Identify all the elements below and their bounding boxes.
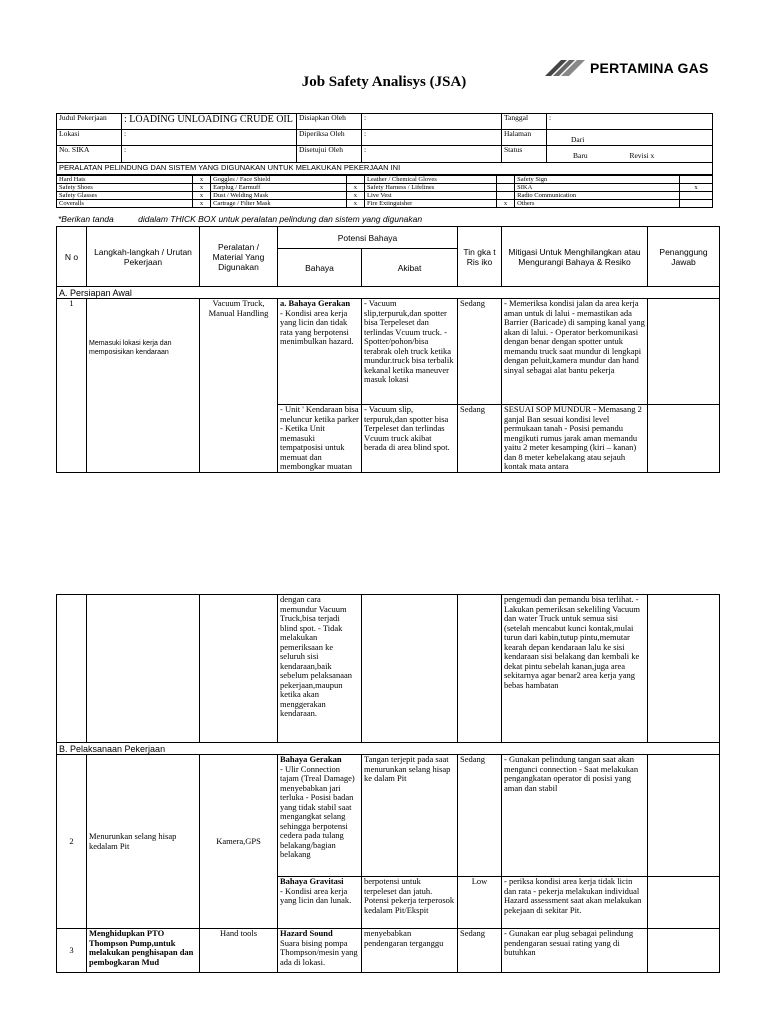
ppe-row: [57, 184, 713, 192]
row2-step: Menurunkan selang hisap kedalam Pit: [87, 755, 200, 929]
row2a-risk: Sedang: [458, 755, 502, 877]
row3-risk: Sedang: [458, 929, 502, 973]
ppe-heading-text: PERALATAN PELINDUNG DAN SISTEM YANG DIGUNAKAN UNTUK MELAKUKAN PEKERJAAN INI: [57, 163, 713, 175]
ppe-check: x: [680, 184, 713, 192]
row1b-bahaya: - Unit ' Kendaraan bisa meluncur ketika parker - Ketika Unit memasuki tempatposisi untuk memuat dan membongkar muatan: [278, 405, 362, 473]
row2-tools: Kamera,GPS: [200, 755, 278, 929]
row2b-bahaya-text: - Kondisi area kerja yang licin dan lunak.: [280, 885, 352, 905]
ppe-item-label: SIKA: [515, 184, 680, 192]
row1c-no: [57, 595, 87, 743]
ppe-item-label: Dust / Welding Mask: [211, 192, 347, 200]
col-tingkat: Tin gka t Ris iko: [458, 227, 502, 287]
lokasi-label: Lokasi: [57, 130, 122, 146]
row1b-mitigasi: SESUAI SOP MUNDUR - Memasang 2 ganjal Ban sesuai kondisi level permukaan tanah - Posisi pemandu mengikuti rumus jarak aman memandu yaitu 2 meter kesamping (kiri – kanan) dan 8 meter kebelakang atau sejauh kontak mata antara: [502, 405, 648, 473]
col-akibat: Akibat: [362, 249, 458, 287]
row3-bahaya-text: Suara bising pompa Thompson/mesin yang ada di lokasi.: [280, 937, 358, 967]
row1c-akibat: [362, 595, 458, 743]
lokasi-colon: :: [122, 130, 297, 146]
row1-no: 1: [57, 299, 87, 473]
ppe-check: x: [346, 184, 364, 192]
row1c-risk: [458, 595, 502, 743]
disiapkan-colon: :: [362, 114, 502, 130]
row2a-bahaya-title: Bahaya Gerakan: [280, 754, 342, 764]
ppe-item-label: Coveralls: [57, 200, 193, 208]
col-peralatan: Peralatan / Material Yang Digunakan: [200, 227, 278, 287]
ppe-check: [680, 176, 713, 184]
section-b: B. Pelaksanaan Pekerjaan: [57, 743, 720, 755]
row2a-akibat: Tangan terjepit pada saat menurunkan selang hisap ke dalam Pit: [362, 755, 458, 877]
halaman-label: Halaman: [502, 130, 547, 146]
row3-no: 3: [57, 929, 87, 973]
ppe-check: [496, 184, 514, 192]
dari-label: Dari: [547, 130, 713, 146]
baru-label: Baru: [573, 151, 588, 160]
section-a: A. Persiapan Awal: [57, 287, 720, 299]
col-penanggung: Penanggung Jawab: [648, 227, 720, 287]
disetujui-label: Disetujui Oleh: [297, 146, 362, 163]
ppe-item-label: Cartrage / Filter Mask: [211, 200, 347, 208]
row3-tools: Hand tools: [200, 929, 278, 973]
ppe-check: x: [496, 200, 514, 208]
row1a-mitigasi: - Memeriksa kondisi jalan da area kerja aman untuk di lalui - memastikan ada Barrier (Baricade) di samping kanal yang akan di lalui. - Operator berkomunikasi dengan benar dengan spotter untuk memandu truck saat mundur di lengkapi dengan peluit,kamera mundur dan hand sinyal sebagai alat bantu pekerja: [502, 299, 648, 405]
row2b-mitigasi: - periksa kondisi area kerja tidak licin dan rata - pekerja melakukan individual Hazard assessment saat akan melakukan pekejaan di sekitar Pit.: [502, 877, 648, 929]
row3-penanggung: [648, 929, 720, 973]
ppe-row: [57, 176, 713, 184]
jsa-table-continued: [56, 594, 720, 973]
row2b-akibat: berpotensi untuk terpeleset dan jatuh. Potensi pekerja terperosok kedalam Pit/Ekspit: [362, 877, 458, 929]
row1b-risk: Sedang: [458, 405, 502, 473]
instruction-note: [58, 214, 422, 224]
row2a-mitigasi: - Gunakan pelindung tangan saat akan mengunci connection - Saat melakukan pengangkatan operator di posisi yang aman dan stabil: [502, 755, 648, 877]
status-values: [547, 146, 713, 163]
ppe-item-label: Safety Glasses: [57, 192, 193, 200]
row1a-akibat: - Vacuum slip,terpuruk,dan spotter bisa Terpeleset dan terlindas Vcuum truck. - Spotter/pohon/bisa terabrak oleh truck ketika mundur.truck bisa terbalik kekanal ketika maneuver masuk lokasi: [362, 299, 458, 405]
ppe-check: x: [192, 176, 210, 184]
row3-bahaya: [278, 929, 362, 973]
revisi-label: Revisi x: [629, 151, 655, 160]
row1a-bahaya: [278, 299, 362, 405]
ppe-check: [346, 176, 364, 184]
diperiksa-colon: :: [362, 130, 502, 146]
tanggal-label: Tanggal: [502, 114, 547, 130]
ppe-heading: [56, 162, 713, 175]
row1-step: Memasuki lokasi kerja dan memposisikan kendaraan: [87, 299, 200, 473]
ppe-item-label: Leather / Chemical Gloves: [364, 176, 496, 184]
ppe-item-label: Hard Hats: [57, 176, 193, 184]
ppe-check: [680, 200, 713, 208]
ppe-check: [680, 192, 713, 200]
judul-value: : LOADING UNLOADING CRUDE OIL: [122, 114, 297, 130]
disetujui-colon: :: [362, 146, 502, 163]
ppe-item-label: Radio Communication: [515, 192, 680, 200]
row3-akibat: menyebabkan pendengaran terganggu: [362, 929, 458, 973]
row1b-penanggung: [648, 405, 720, 473]
page-title: Job Safety Analisys (JSA): [301, 74, 467, 90]
ppe-check: [496, 192, 514, 200]
ppe-check: [496, 176, 514, 184]
col-mitigasi: Mitigasi Untuk Menghilangkan atau Mengurangi Bahaya & Resiko: [502, 227, 648, 287]
row1c-tools: [200, 595, 278, 743]
col-bahaya: Bahaya: [278, 249, 362, 287]
diperiksa-label: Diperiksa Oleh: [297, 130, 362, 146]
col-langkah: Langkah-langkah / Urutan Pekerjaan: [87, 227, 200, 287]
jsa-table: [56, 226, 720, 473]
ppe-item-label: Safety Shoes: [57, 184, 193, 192]
col-no: N o: [57, 227, 87, 287]
judul-label: Judul Pekerjaan: [57, 114, 122, 130]
ppe-item-label: Safety Sign: [515, 176, 680, 184]
ppe-item-label: Others: [515, 200, 680, 208]
sika-label: No. SIKA: [57, 146, 122, 163]
row2-no: 2: [57, 755, 87, 929]
row1a-bahaya-title: a. Bahaya Gerakan: [280, 298, 351, 308]
ppe-check: x: [192, 192, 210, 200]
row3-mitigasi: - Gunakan ear plug sebagai pelindung pendengaran sesuai rating yang di butuhkan: [502, 929, 648, 973]
ppe-row: [57, 200, 713, 208]
row2b-bahaya-title: Bahaya Gravitasi: [280, 876, 344, 886]
row2b-bahaya: [278, 877, 362, 929]
ppe-item-label: Goggles / Face Shield: [211, 176, 347, 184]
status-label: Status: [502, 146, 547, 163]
row1c-penanggung: [648, 595, 720, 743]
ppe-item-label: Safety Harness / Lifelines: [364, 184, 496, 192]
col-potensi: Potensi Bahaya: [278, 227, 458, 249]
row1a-penanggung: [648, 299, 720, 405]
ppe-item-label: Live Vest: [364, 192, 496, 200]
ppe-row: [57, 192, 713, 200]
ppe-check: x: [192, 184, 210, 192]
row3-step: Menghidupkan PTO Thompson Pump,untuk melakukan penghisapan dan pembogkaran Mud: [87, 929, 200, 973]
logo-text: PERTAMINA GAS: [590, 60, 709, 76]
disiapkan-label: Disiapkan Oleh: [297, 114, 362, 130]
ppe-check: x: [346, 200, 364, 208]
row1a-risk: Sedang: [458, 299, 502, 405]
row1-tools: Vacuum Truck, Manual Handling: [200, 299, 278, 473]
row1b-akibat: - Vacuum slip, terpuruk,dan spotter bisa Terpeleset dan terlindas Vcuum truck akibat berada di area blind spot.: [362, 405, 458, 473]
row1a-bahaya-text: - Kondisi area kerja yang licin dan tidak rata yang berpotensi menimbulkan hazard.: [280, 307, 354, 346]
row1c-bahaya: dengan cara memundur Vacuum Truck,bisa terjadi blind spot. - Tidak melakukan pemeriksaan ke seluruh sisi kendaraan,baik sebelum pelaksanaan pekerjaan,maupun ketika akan menggerakan kendaraan.: [278, 595, 362, 743]
info-table: [56, 113, 713, 163]
row2a-penanggung: [648, 755, 720, 877]
ppe-check: x: [192, 200, 210, 208]
ppe-check: x: [346, 192, 364, 200]
tanggal-colon: :: [547, 114, 713, 130]
sika-colon: :: [122, 146, 297, 163]
row3-bahaya-title: Hazard Sound: [280, 928, 333, 938]
row2a-bahaya: [278, 755, 362, 877]
row1c-mitigasi: pengemudi dan pemandu bisa terlihat. - Lakukan pemeriksan sekeliling Vacuum dan water Truck untuk semua sisi (setelah mencabut kunci kontak,mulai turun dari kabin,tutup pintu,memutar kearah depan kendaraan lalu ke sisi kendaraan sisi belakang dan kembali ke dekat pintu sebelah kanan,juga area sekitarnya agar benar2 area kerja yang bebas hambatan: [502, 595, 648, 743]
row1c-step: [87, 595, 200, 743]
note-part2: didalam THICK BOX untuk peralatan pelindung dan sistem yang digunakan: [138, 214, 423, 224]
ppe-table: [56, 175, 713, 208]
ppe-item-label: Earplug / Earmuff: [211, 184, 347, 192]
row2b-penanggung: [648, 877, 720, 929]
row2b-risk: Low: [458, 877, 502, 929]
ppe-item-label: Fire Extinguisher: [364, 200, 496, 208]
note-part1: *Berikan tanda: [58, 214, 114, 224]
row2a-bahaya-text: - Ulir Connection tajam (Treal Damage) menyebabkan jari terluka - Posisi badan yang tidak stabil saat mengangkat selang sehingga berpotensi cedera pada tulang belakang/bagian belakang: [280, 763, 355, 859]
